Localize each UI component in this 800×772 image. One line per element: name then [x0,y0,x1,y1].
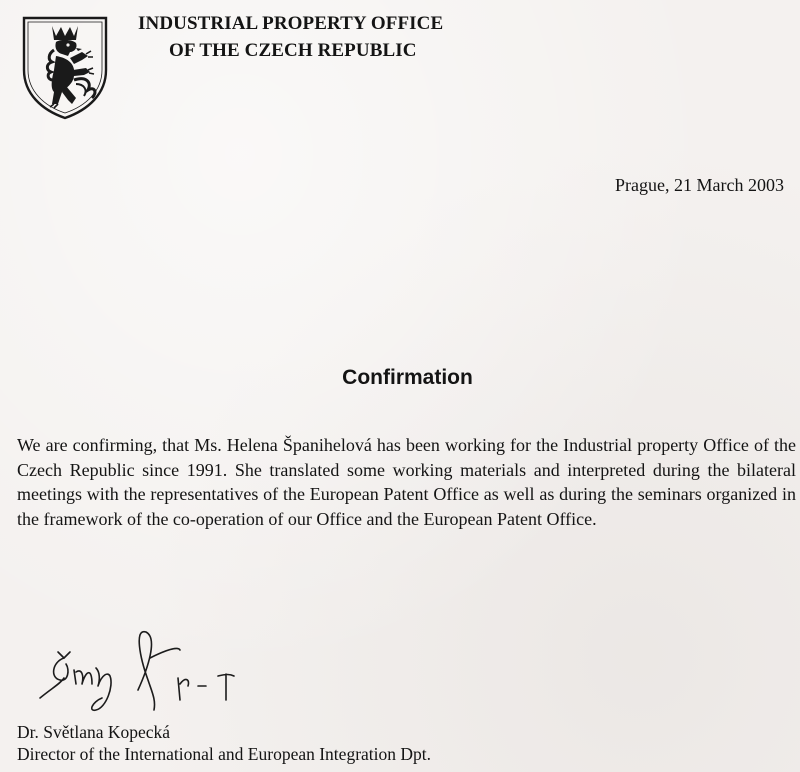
office-name [138,10,443,64]
office-name-line1: INDUSTRIAL PROPERTY OFFICE [138,13,444,34]
office-name-line2: OF THE CZECH REPUBLIC [169,40,417,61]
handwritten-signature-icon [30,628,310,728]
body-paragraph: We are confirming, that Ms. Helena Španihelová has been working for the Industrial property Office of the Czech Republic since 1991. She translated some working materials and interpreted during the bilateral meetings with the representatives of the European Patent Office as well as during the seminars organized in the framework of the co-operation of our Office and the European Patent Office. [17,435,796,529]
signatory-name: Dr. Světlana Kopecká [17,722,171,742]
lion-coat-of-arms-icon [18,12,112,122]
document-title: Confirmation [342,366,473,389]
signatory-role: Director of the International and European Integration Dpt. [17,744,432,764]
letter-date: Prague, 21 March 2003 [615,175,784,195]
